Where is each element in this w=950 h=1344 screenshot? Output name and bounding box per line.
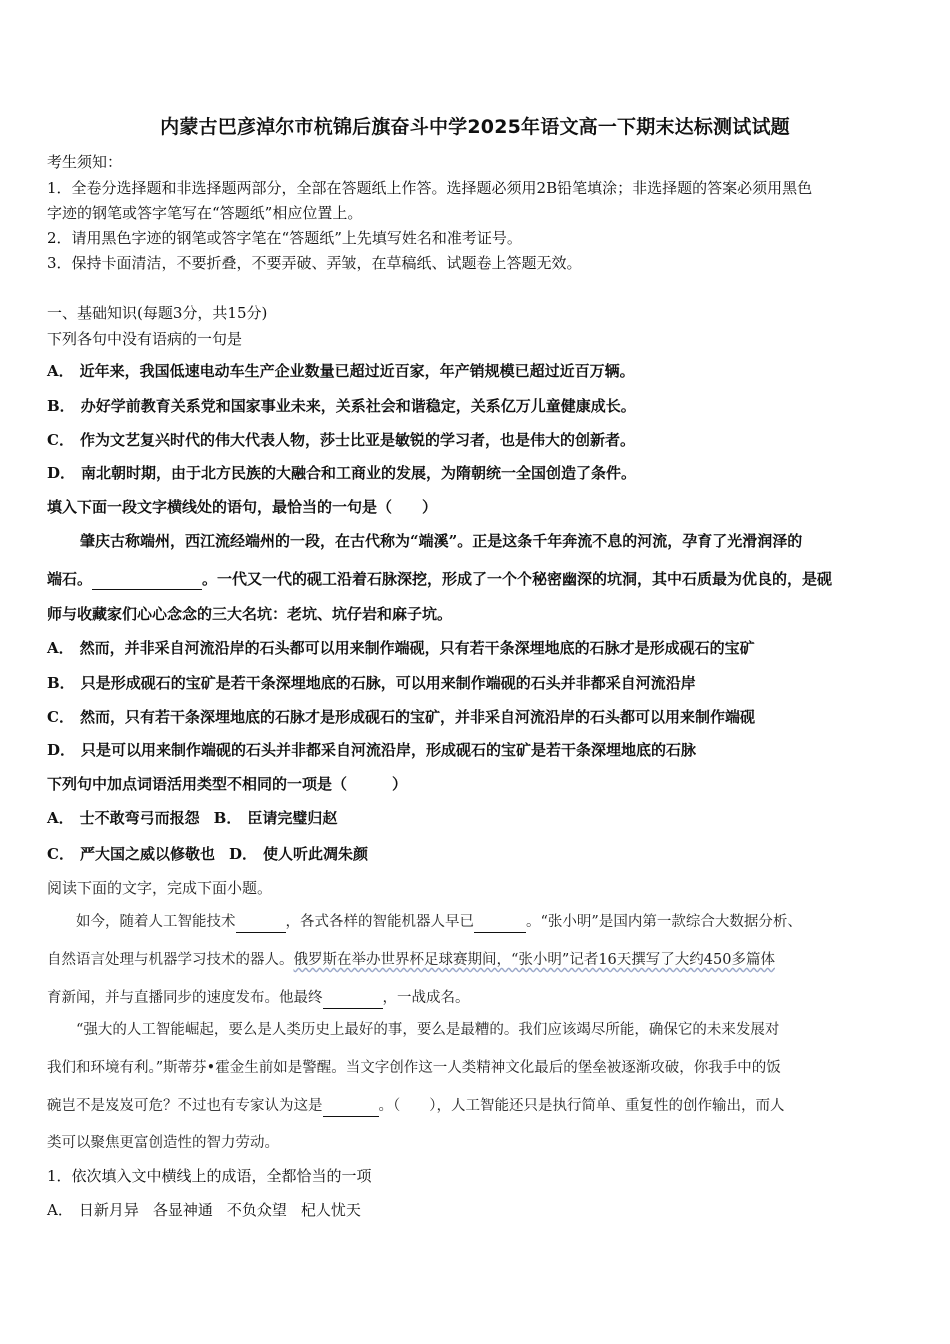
q1-option-b [47,396,636,416]
notice-item-3: 3．保持卡面清洁，不要折叠，不要弄破、弄皱，在草稿纸、试题卷上答题无效。 [47,254,582,272]
q2-stem: 填入下面一段文字横线处的语句，最恰当的一句是（ ） [47,498,438,516]
option-text: 只是可以用来制作端砚的石头并非都采自河流沿岸，形成砚石的宝矿是若干条深埋地底的石脉 [81,741,697,759]
passage-text: 自然语言处理与机器学习技术的器人。 [47,952,294,968]
option-text: 臣请完璧归赵 [247,809,338,827]
answer-blank [323,1096,379,1117]
option-text: 近年来，我国低速电动车生产企业数量已超过近百家，年产销规模已超过近百万辆。 [79,362,635,380]
option-label: B． [47,674,75,692]
option-item: 不负众望 [226,1201,287,1219]
page-title: 内蒙古巴彦淖尔市杭锦后旗奋斗中学2025年语文高一下期末达标测试试题 [160,116,790,138]
reading-p1-line-2 [47,950,775,970]
q2-passage-line-1: 肇庆古称端州，西江流经端州的一段，在古代称为“端溪”。正是这条千年奔流不息的河流，孕育了光滑润泽的 [80,532,803,550]
option-label: D． [228,845,257,863]
option-text: 南北朝时期，由于北方民族的大融合和工商业的发展，为隋朝统一全国创造了条件。 [81,464,637,482]
passage-text: 端石。 [47,570,93,588]
option-label: C． [47,431,74,449]
option-item: 日新月异 [78,1201,139,1219]
option-text: 士不敢弯弓而报怨 [79,809,200,827]
q3-options-cd [47,844,368,864]
notice-item-1a: 1．全卷分选择题和非选择题两部分，全部在答题纸上作答。选择题必须用2B铅笔填涂；非选择题的答案必须用黑色 [47,179,813,197]
option-label: D． [47,464,76,482]
reading-intro: 阅读下面的文字，完成下面小题。 [47,879,273,897]
option-label: B． [213,809,242,827]
option-text: 严大国之威以修敬也 [79,845,215,863]
q2-passage-line-3: 师与收藏家们心心念念的三大名坑：老坑、坑仔岩和麻子坑。 [47,605,453,623]
passage-text: 他最终 [279,990,323,1006]
q3-options-ab [47,808,337,828]
reading-p1-line-1 [76,912,802,933]
notice-item-1b: 字迹的钢笔或答字笔写在“答题纸”相应位置上。 [47,204,363,222]
reading-p2-line-4: 类可以聚焦更富创造性的智力劳动。 [47,1135,279,1151]
passage-text: 。一代又一代的砚工沿着石脉深挖，形成了一个个秘密幽深的坑洞，其中石质最为优良的，是砚 [202,570,833,588]
option-text: 只是形成砚石的宝矿是若干条深埋地底的石脉，可以用来制作端砚的石头并非都采自河流沿岸 [80,674,696,692]
reading-p2-line-2: 我们和环境有利。”斯蒂芬•霍金生前如是警醒。当文字创作这一人类精神文化最后的堡垒被逐渐攻破，你我手中的饭 [47,1060,781,1076]
sub1-stem: 1．依次填入文中横线上的成语，全都恰当的一项 [47,1167,372,1185]
passage-text: 。（ ），人工智能还只是执行简单、重复性的创作输出，而人 [378,1098,785,1114]
option-label: A． [47,639,74,657]
option-text: 然而，只有若干条深埋地底的石脉才是形成砚石的宝矿，并非采自河流沿岸的石头都可以用来制作端砚 [79,708,755,726]
answer-blank [323,988,383,1009]
passage-text: ，一战成名。 [382,990,470,1006]
option-label: C． [47,845,74,863]
notice-heading: 考生须知： [47,153,123,171]
reading-p2-line-1: “强大的人工智能崛起，要么是人类历史上最好的事，要么是最糟的。我们应该竭尽所能，确保它的未来发展对 [76,1022,780,1038]
answer-blank [474,912,526,933]
option-text: 办好学前教育关系党和国家事业未来，关系社会和谐稳定，关系亿万儿童健康成长。 [80,397,636,415]
passage-text: ，各式各样的智能机器人早已 [285,914,474,930]
option-text: 使人听此凋朱颜 [262,845,368,863]
q1-option-d [47,463,636,483]
option-label: A． [47,809,74,827]
reading-p2-line-3 [47,1096,785,1117]
option-label: B． [47,397,75,415]
option-item: 杞人忧天 [300,1201,361,1219]
q2-option-d [47,740,696,760]
sub1-option-a [47,1200,361,1220]
option-item: 各显神通 [152,1201,213,1219]
passage-text: 碗岂不是岌岌可危？不过也有专家认为这是 [47,1098,323,1114]
option-text: 然而，并非采自河流沿岸的石头都可以用来制作端砚，只有若干条深埋地底的石脉才是形成砚石的宝矿 [79,639,755,657]
passage-text: 如今，随着人工智能技术 [76,914,236,930]
q2-option-b [47,673,696,693]
option-label: A． [47,362,74,380]
reading-p1-line-3 [47,988,470,1009]
q2-option-a [47,638,755,658]
option-label: C． [47,708,74,726]
passage-text: 育新闻，并与直播同步的速度发布。 [47,990,279,1006]
option-label: D． [47,741,76,759]
section-heading: 一、基础知识(每题3分，共15分) [47,304,268,322]
option-text: 作为文艺复兴时代的伟大代表人物，莎士比亚是敏锐的学习者，也是伟大的创新者。 [79,431,635,449]
q3-stem: 下列句中加点词语活用类型不相同的一项是（ ） [47,775,408,793]
q1-option-a [47,361,635,381]
q2-option-c [47,707,755,727]
answer-blank [92,569,202,590]
q2-passage-line-2 [47,569,832,590]
option-label: A． [47,1201,73,1219]
q1-option-c [47,430,635,450]
notice-item-2: 2．请用黑色字迹的钢笔或答字笔在“答题纸”上先填写姓名和准考证号。 [47,229,522,247]
underlined-text: 俄罗斯在举办世界杯足球赛期间，“张小明”记者16天撰写了大约450多篇体 [293,952,775,968]
passage-text: 。“张小明”是国内第一款综合大数据分析、 [526,914,802,930]
answer-blank [236,912,286,933]
q1-stem: 下列各句中没有语病的一句是 [47,330,243,348]
